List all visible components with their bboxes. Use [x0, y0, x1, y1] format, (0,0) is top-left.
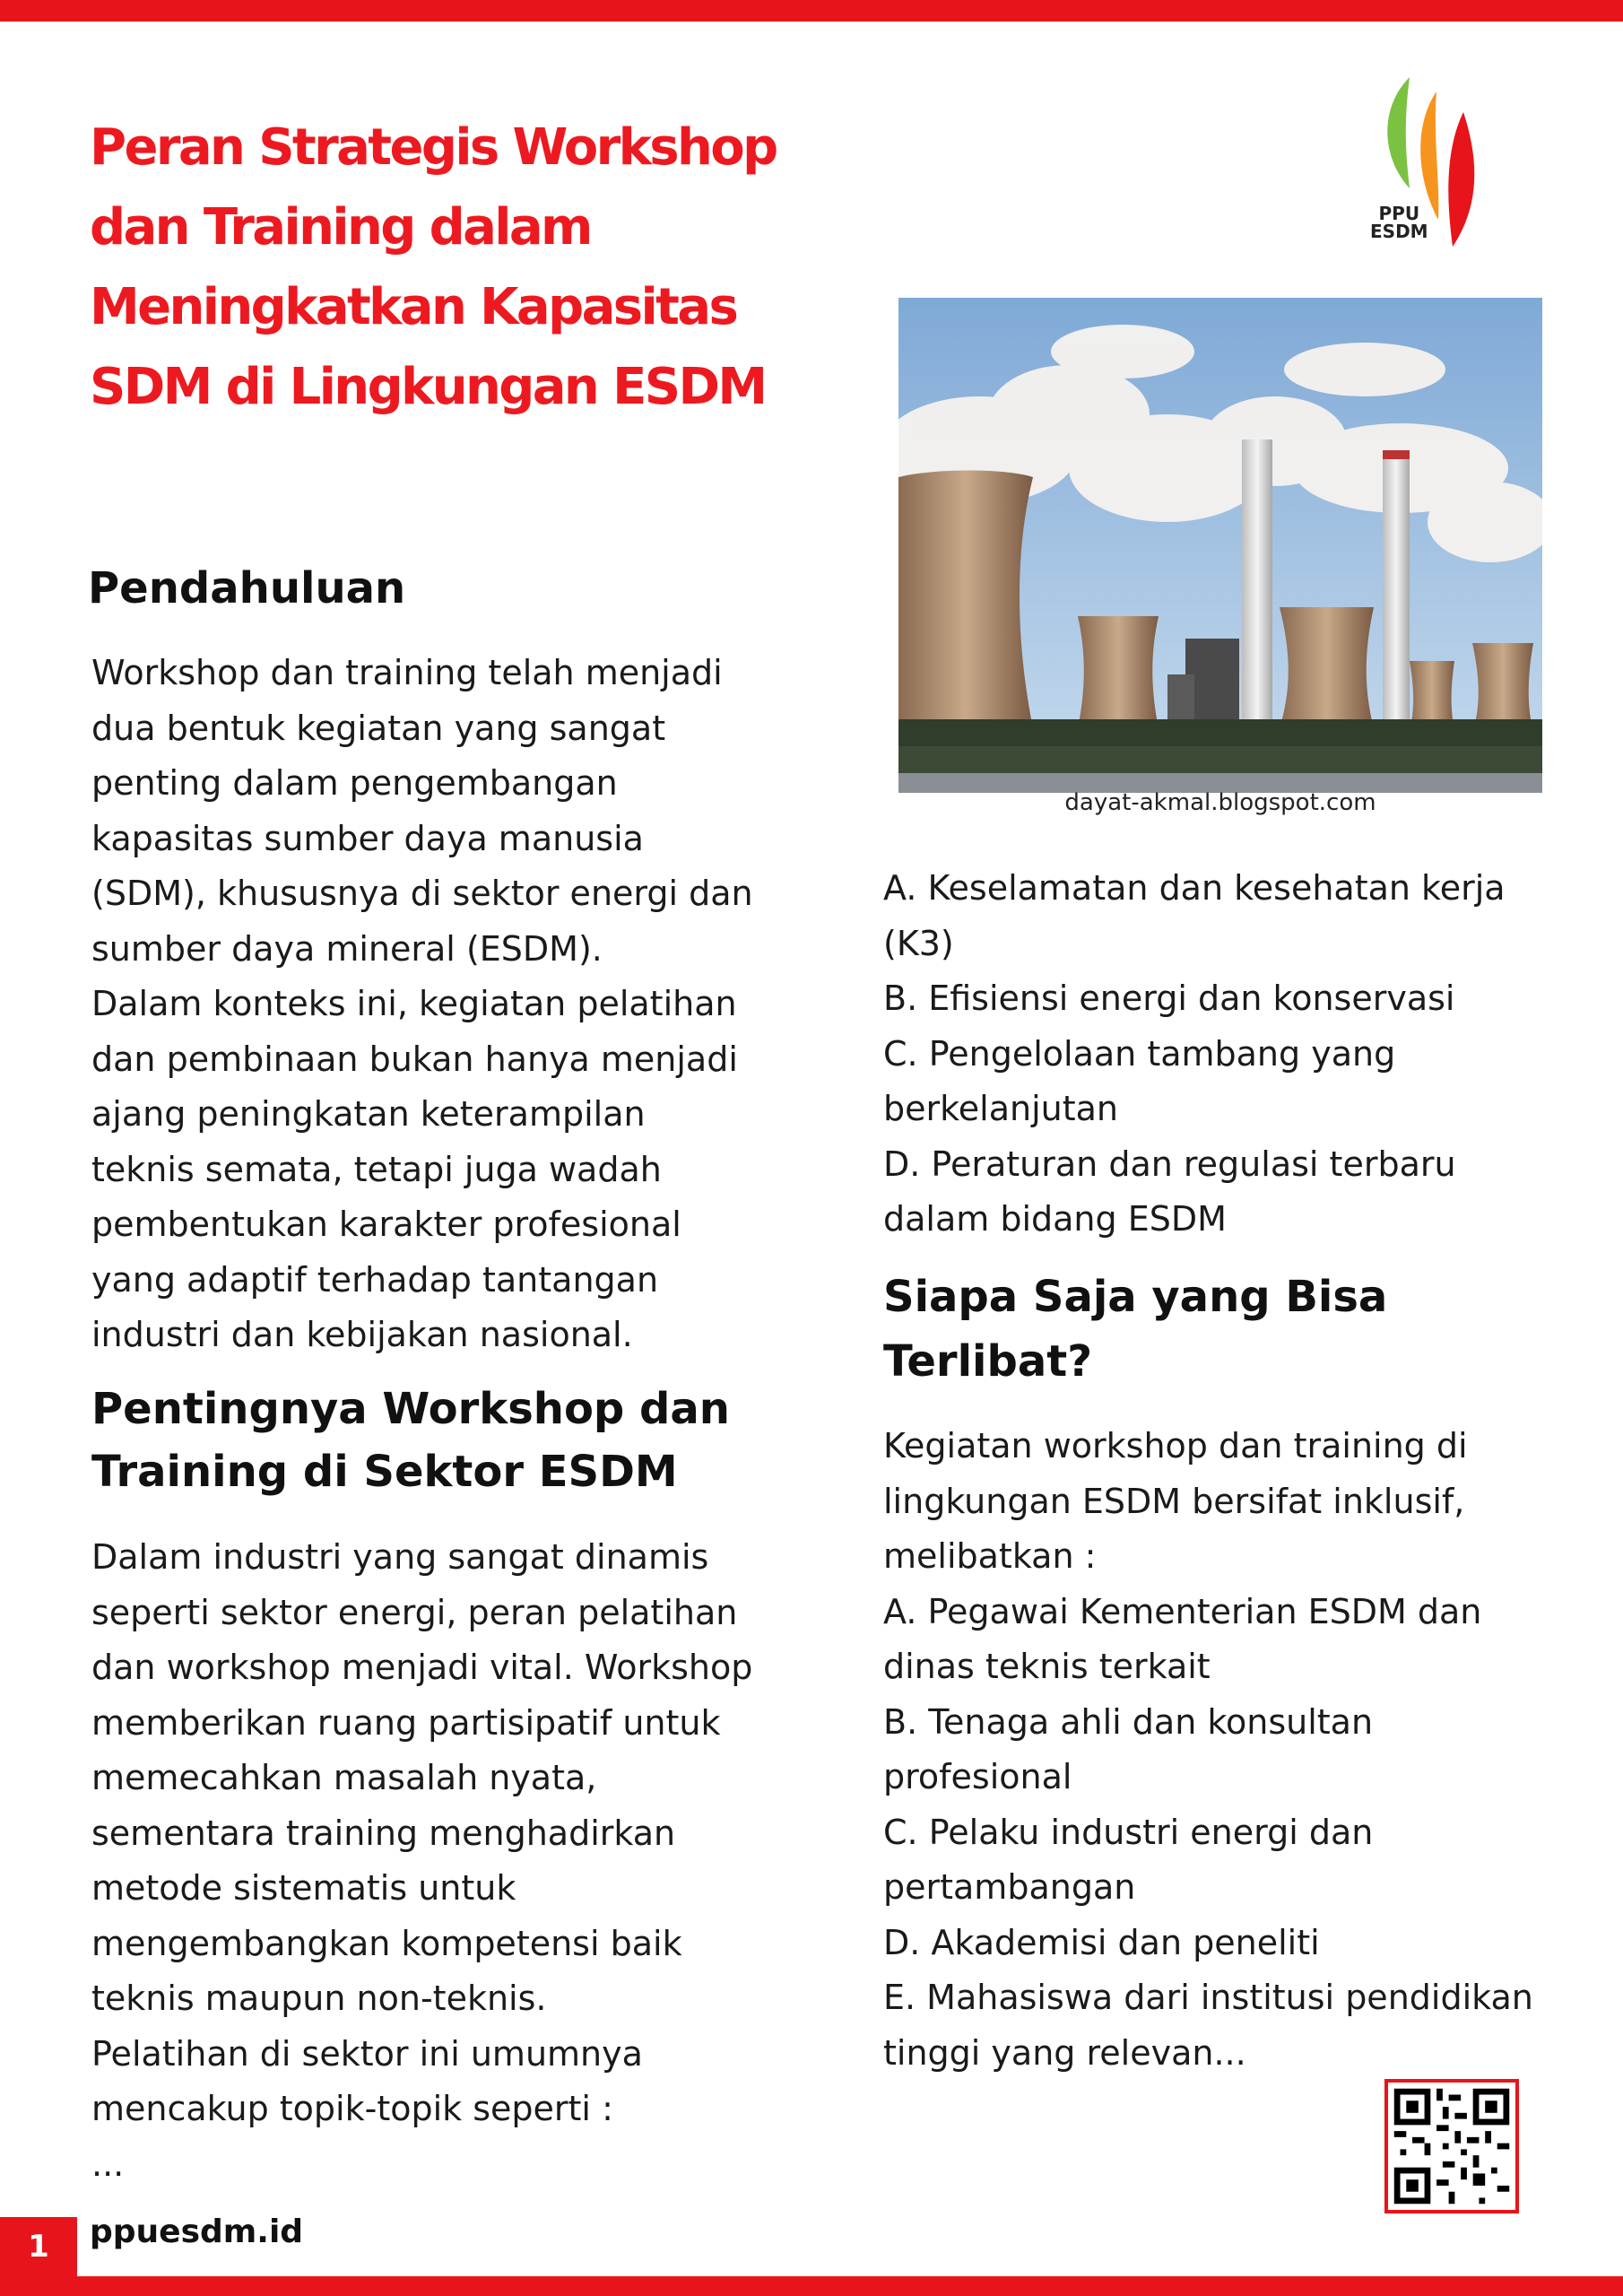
text-line: lingkungan ESDM bersifat inklusif, — [883, 1481, 1465, 1521]
text-line: profesional — [883, 1757, 1072, 1796]
photo-caption: dayat-akmal.blogspot.com — [1064, 789, 1376, 816]
text-line: ajang peningkatan keterampilan — [91, 1094, 646, 1134]
text-line: dan pembinaan bukan hanya menjadi — [91, 1039, 738, 1079]
text-line: penting dalam pengembangan — [91, 763, 618, 803]
text-line: E. Mahasiswa dari institusi pendidikan — [883, 1978, 1533, 2017]
text-line: Kegiatan workshop dan training di — [883, 1426, 1468, 1465]
text-line: Workshop dan training telah menjadi — [91, 653, 723, 692]
heading-siapa-saja: Siapa Saja yang Bisa Terlibat? — [883, 1272, 1388, 1387]
page-number: 1 — [0, 2217, 77, 2276]
bottom-accent-bar — [0, 2276, 1623, 2296]
text-line: D. Akademisi dan peneliti — [883, 1922, 1320, 1962]
who-paragraph — [883, 1419, 1533, 2081]
list-item: berkelanjutan — [883, 1089, 1118, 1128]
text-line: A. Pegawai Kementerian ESDM dan — [883, 1591, 1482, 1631]
text-line: sementara training menghadirkan — [91, 1813, 676, 1853]
ppu-esdm-logo — [1354, 72, 1497, 251]
text-line: dua bentuk kegiatan yang sangat — [91, 708, 666, 748]
text-line: kapasitas sumber daya manusia — [91, 818, 644, 858]
text-line: teknis semata, tetapi juga wadah — [91, 1149, 662, 1189]
qr-code[interactable] — [1384, 2079, 1519, 2213]
list-item: (K3) — [883, 923, 954, 963]
heading-pendahuluan: Pendahuluan — [88, 563, 406, 613]
text-line: Dalam industri yang sangat dinamis — [91, 1537, 709, 1577]
text-line: B. Tenaga ahli dan konsultan — [883, 1701, 1374, 1742]
list-item: C. Pengelolaan tambang yang — [883, 1033, 1396, 1074]
text-line: (SDM), khususnya di sektor energi dan — [91, 874, 753, 913]
text-line: pertambangan — [883, 1867, 1136, 1907]
text-line: seperti sektor energi, peran pelatihan — [91, 1592, 738, 1632]
heading-pentingnya: Pentingnya Workshop dan Training di Sektor ESDM — [91, 1384, 730, 1497]
text-line: dan workshop menjadi vital. Workshop — [91, 1648, 753, 1687]
importance-paragraph — [91, 1530, 752, 2192]
text-line: ... — [91, 2144, 125, 2184]
website-label: ppuesdm.id — [90, 2213, 304, 2250]
text-line: metode sistematis untuk — [91, 1868, 516, 1908]
list-item: D. Peraturan dan regulasi terbaru — [883, 1144, 1456, 1184]
text-line: Dalam konteks ini, kegiatan pelatihan — [91, 984, 737, 1023]
top-accent-bar — [0, 0, 1623, 22]
text-line: melibatkan : — [883, 1536, 1097, 1576]
list-item: A. Keselamatan dan kesehatan kerja — [883, 868, 1506, 908]
intro-paragraph — [91, 646, 753, 1363]
list-item: dalam bidang ESDM — [883, 1199, 1227, 1239]
document-title: Peran Strategis Workshop dan Training dalam Meningkatkan Kapasitas SDM di Lingkungan ESDM — [90, 118, 777, 416]
text-line: mengembangkan kompetensi baik — [91, 1923, 682, 1963]
power-plant-photo — [898, 298, 1542, 793]
text-line: pembentukan karakter profesional — [91, 1205, 681, 1244]
topics-list — [883, 861, 1506, 1248]
text-line: mencakup topik-topik seperti : — [91, 2089, 613, 2128]
list-item: B. Efisiensi energi dan konservasi — [883, 978, 1455, 1018]
text-line: yang adaptif terhadap tantangan — [91, 1259, 659, 1300]
text-line: industri dan kebijakan nasional. — [91, 1315, 633, 1354]
text-line: dinas teknis terkait — [883, 1647, 1211, 1686]
text-line: teknis maupun non-teknis. — [91, 1979, 547, 2018]
logo-text: PPU ESDM — [1370, 203, 1428, 242]
text-line: C. Pelaku industri energi dan — [883, 1812, 1374, 1852]
text-line: memberikan ruang partisipatif untuk — [91, 1702, 721, 1743]
text-line: Pelatihan di sektor ini umumnya — [91, 2033, 643, 2074]
text-line: sumber daya mineral (ESDM). — [91, 928, 603, 969]
text-line: tinggi yang relevan... — [883, 2032, 1246, 2073]
text-line: memecahkan masalah nyata, — [91, 1758, 597, 1797]
